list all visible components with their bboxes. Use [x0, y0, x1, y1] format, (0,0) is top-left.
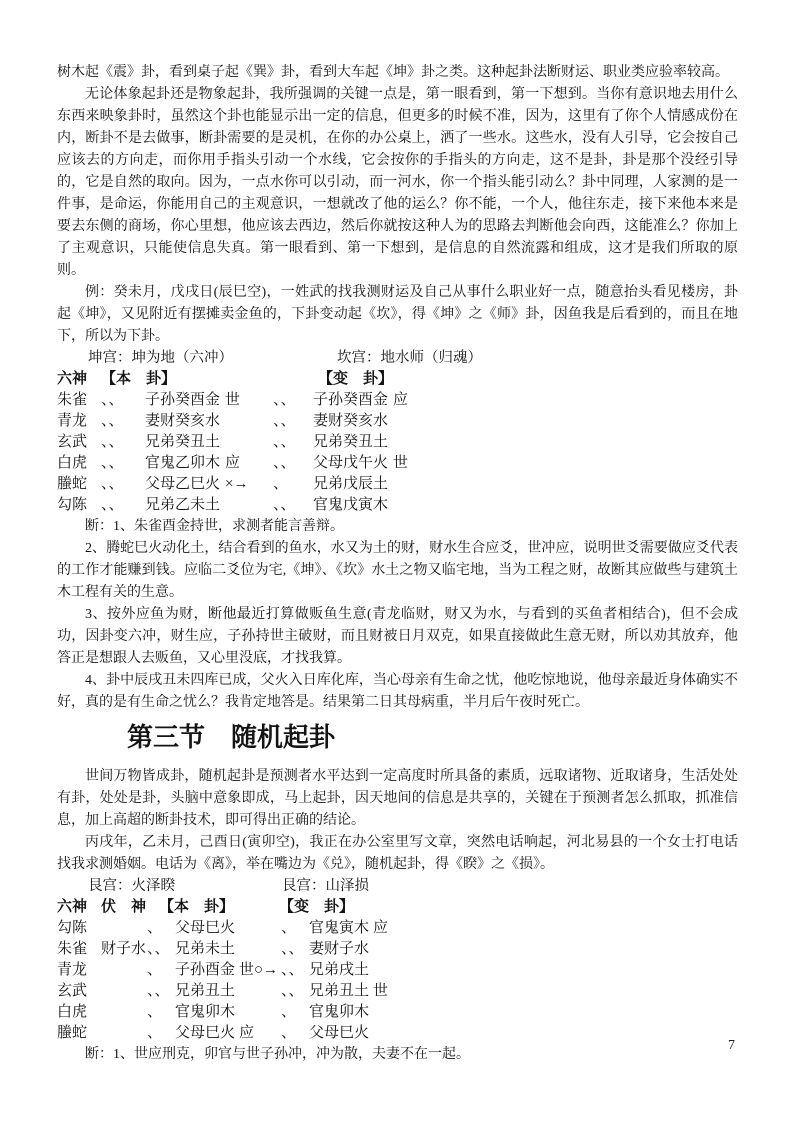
line-marker: [239, 918, 281, 939]
line-mark: 、、: [101, 497, 124, 513]
line-name: 官鬼卯木: [175, 1004, 236, 1020]
line-name: 妻财子水: [309, 941, 370, 957]
line-name: 官鬼卯木: [309, 1004, 370, 1020]
line-marker: [239, 981, 281, 1002]
paragraph: 丙戌年，乙未月，己酉日(寅卯空)，我正在办公室里写文章，突然电话响起，河北易县的一个女士打电话找我求测婚姻。电话为《离》，举在嘴边为《兑》，随机起卦，得《睽》之《损》。: [57, 835, 738, 872]
palace-left: 坤宫：坤为地（六冲）: [88, 350, 233, 366]
line-mark: 、、: [101, 455, 124, 471]
header-liushen: 六神: [57, 899, 88, 915]
line-mark: 、、: [273, 455, 296, 471]
line-marker: [225, 411, 273, 432]
analysis-item: 断：1、世应刑克，卯官与世子孙冲，冲为散，夫妻不在一起。: [85, 1047, 470, 1062]
line-mark: 、、: [273, 434, 296, 450]
line-mark: 、、: [273, 497, 296, 513]
liushen-cell: 螣蛇: [57, 1025, 88, 1041]
line-marker: 世: [225, 392, 241, 408]
line-mark: 、、: [101, 434, 124, 450]
line-marker: 世: [393, 455, 409, 471]
line-mark: 、、: [101, 476, 124, 492]
line-mark: 、、: [281, 941, 304, 957]
line-name: 官鬼戊寅木: [313, 497, 389, 513]
header-bian-gua: 【变 卦】: [279, 899, 355, 915]
line-name: 兄弟癸丑土: [145, 434, 221, 450]
line-mark: 、: [147, 1004, 163, 1020]
line-name: 兄弟戌土: [309, 962, 370, 978]
line-name: 兄弟丑土: [309, 983, 370, 999]
header-bian-gua: 【变 卦】: [318, 371, 394, 387]
liushen-cell: 青龙: [57, 413, 88, 429]
analysis-item: 4、卦中辰戌丑未四库已成，父火入日库化库，当心母亲有生命之忧，他吃惊地说，他母亲最近身体确实不好，真的是有生命之忧么？我肯定地答是。结果第二日其母病重，半月后午夜时死亡。: [57, 673, 738, 710]
palace-right: 坎宫：地水师（归魂）: [337, 350, 482, 366]
hexagram-row: [57, 981, 738, 1002]
line-mark: 、: [147, 1025, 163, 1041]
line-marker: [225, 495, 273, 516]
fushen-cell: [101, 918, 147, 939]
line-name: 父母巳火: [175, 920, 236, 936]
page-content: [57, 62, 738, 1066]
line-mark: 、、: [101, 392, 124, 408]
header-liushen: 六神: [57, 371, 88, 387]
header-ben-gua: 【本 卦】: [101, 371, 177, 387]
page-number: 7: [728, 1038, 735, 1053]
line-name: 官鬼乙卯木: [145, 455, 221, 471]
hexagram-row: [57, 1023, 738, 1044]
line-name: 父母戊午火: [313, 455, 389, 471]
hexagram-row: [57, 495, 738, 516]
hexagram-row: [57, 432, 738, 453]
paragraph: 例：癸未月，戊戌日(辰巳空)，一姓武的找我测财运及自己从事什么职业好一点，随意抬头看见楼房，卦起《坤》，又见附近有摆摊卖金鱼的，下卦变动起《坎》，得《坤》之《师》卦，因鱼我是后看到的，而且在地下，所以为下卦。: [57, 285, 738, 344]
line-marker: 应: [393, 392, 409, 408]
line-mark: 、: [281, 920, 297, 936]
liushen-cell: 朱雀: [57, 392, 88, 408]
liushen-cell: 玄武: [57, 983, 88, 999]
line-name: 子孙癸酉金: [313, 392, 389, 408]
line-marker: 应: [239, 1025, 255, 1041]
palace-left: 艮宫：火泽睽: [88, 878, 175, 894]
hexagram-row: [57, 960, 738, 981]
liushen-cell: 玄武: [57, 434, 88, 450]
fushen-cell: [101, 960, 147, 981]
line-name: 父母巳火: [309, 1025, 370, 1041]
line-mark: 、、: [101, 413, 124, 429]
hexagram-table-header: [57, 369, 738, 390]
line-name: 官鬼寅木: [309, 920, 370, 936]
palace-right: 艮宫：山泽损: [282, 878, 369, 894]
paragraph: 无论体象起卦还是物象起卦，我所强调的关键一点是，第一眼看到，第一下想到。当你有意识地去用什么东西来映象卦时，虽然这个卦也能显示出一定的信息，但更多的时候不准，因为，这里有了你个人情感成份在内，断卦不是去做事，断卦需要的是灵机，在你的办公桌上，洒了一些水。这些水，没有人引导，它会按自己应该去的方向走，而你用手指头引动一个水线，它会按你的手指头的方向走，这不是卦，卦是那个没经引导的，它是自然的取向。因为，一点水你可以引动，而一河水，你一个指头能引动么？卦中同理，人家测的是一件事，是命运，你能用自己的主观意识，一想就改了他的运么？你不能，一个人，他往东走，接下来他本来是要去东侧的商场，你心里想，他应该去西边，然后你就按这种人为的思路去判断他会向西，这能准么？你加上了主观意识，只能使信息失真。第一眼看到、第一下想到，是信息的自然流露和组成，这才是我们所取的原则。: [57, 87, 738, 278]
fushen-cell: [101, 1023, 147, 1044]
paragraph: 树木起《震》卦，看到桌子起《巽》卦，看到大车起《坤》卦之类。这种起卦法断财运、职业类应验率较高。: [57, 65, 729, 80]
line-name: 妻财癸亥水: [145, 413, 221, 429]
line-name: 妻财癸亥水: [313, 413, 389, 429]
line-mark: 、: [281, 1004, 297, 1020]
line-name: 子孙酉金: [175, 962, 236, 978]
line-name: 父母巳火: [175, 1025, 236, 1041]
line-mark: 、、: [281, 962, 304, 978]
line-name: 兄弟未土: [175, 941, 236, 957]
liushen-cell: 白虎: [57, 1004, 88, 1020]
line-name: 子孙癸酉金: [145, 392, 221, 408]
fushen-cell: 财子水: [101, 941, 147, 957]
line-name: 兄弟丑土: [175, 983, 236, 999]
line-name: 兄弟戊辰土: [313, 476, 389, 492]
line-mark: 、: [273, 476, 289, 492]
line-marker: 应: [225, 455, 241, 471]
line-mark: 、、: [273, 413, 296, 429]
analysis-item: 3、按外应鱼为财，断他最近打算做贩鱼生意(青龙临财，财又为水，与看到的买鱼者相结合)，但不会成功，因卦变六冲，财生应，子孙持世主破财，而且财被日月双克，如果直接做此生意无财，所以劝其放弃，他答正是想跟人去贩鱼，又心里没底，才找我算。: [57, 607, 738, 666]
hexagram-row: [57, 390, 738, 411]
line-marker: [239, 1002, 281, 1023]
hexagram-row: [57, 939, 738, 960]
hexagram-row: [57, 1002, 738, 1023]
liushen-cell: 勾陈: [57, 497, 88, 513]
line-mark: 、: [281, 1025, 297, 1041]
analysis-item: 断：1、朱雀酉金持世，求测者能言善辩。: [85, 519, 344, 534]
line-mark: 、、: [281, 983, 304, 999]
line-mark: 、、: [147, 983, 170, 999]
fushen-cell: [101, 1002, 147, 1023]
analysis-item: 2、腾蛇巳火动化土，结合看到的鱼水，水又为土的财，财水生合应爻，世冲应，说明世爻需要做应爻代表的工作才能赚到钱。应临二爻位为宅,《坤》、《坎》水土之物又临宅地，当为工程之财，故断其应做些与建筑土木工程有关的生意。: [57, 541, 738, 600]
liushen-cell: 青龙: [57, 962, 88, 978]
line-marker: 世: [373, 983, 389, 999]
paragraph: 世间万物皆成卦，随机起卦是预测者水平达到一定高度时所具备的素质，远取诸物、近取诸身，生活处处有卦，处处是卦，头脑中意象即成，马上起卦，因天地间的信息是共享的，关键在于预测者怎么抓取，抓准信息，加上高超的断卦技术，即可得出正确的结论。: [57, 769, 738, 828]
palace-line: [57, 348, 738, 369]
line-mark: 、、: [273, 392, 296, 408]
line-mark: 、: [147, 962, 163, 978]
line-marker: [225, 432, 273, 453]
line-marker: 应: [373, 920, 389, 936]
header-ben-gua: 【本 卦】: [159, 899, 235, 915]
hexagram-row: [57, 453, 738, 474]
liushen-cell: 勾陈: [57, 920, 88, 936]
moving-line-symbol: ×→: [225, 476, 249, 492]
line-mark: 、、: [147, 941, 170, 957]
fushen-cell: [101, 981, 147, 1002]
liushen-cell: 白虎: [57, 455, 88, 471]
line-marker: [239, 939, 281, 960]
liushen-cell: 朱雀: [57, 941, 88, 957]
palace-line: [57, 876, 738, 897]
line-name: 兄弟乙未土: [145, 497, 221, 513]
hexagram-row: [57, 918, 738, 939]
header-fushen: 伏 神: [101, 899, 147, 915]
line-name: 父母乙巳火: [145, 476, 221, 492]
hexagram-row: [57, 411, 738, 432]
liushen-cell: 螣蛇: [57, 476, 88, 492]
hexagram-row: [57, 474, 738, 495]
moving-line-symbol: 世○→: [239, 962, 279, 978]
line-name: 兄弟癸丑土: [313, 434, 389, 450]
line-mark: 、: [147, 920, 163, 936]
section-title: 第三节 随机起卦: [127, 723, 336, 752]
hexagram-table-header: [57, 897, 738, 918]
